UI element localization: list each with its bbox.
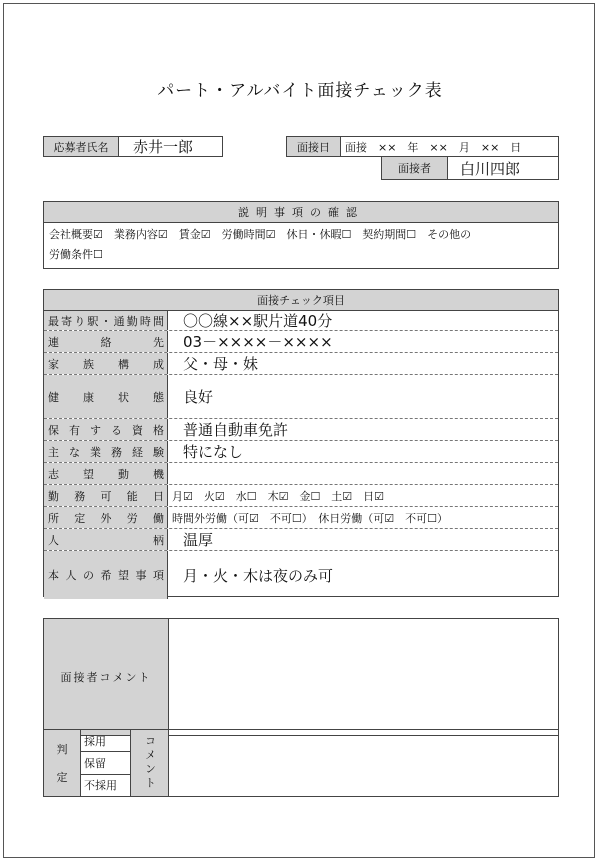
row-value: 温厚 (183, 531, 214, 549)
table-row (44, 353, 558, 375)
interview-date-label: 面接日 (287, 137, 341, 156)
table-row (44, 331, 558, 353)
row-label: 連 絡 先 (44, 331, 168, 352)
row-label: 所 定 外 労 働 (44, 507, 168, 528)
applicant-name-value: 赤井一郎 (133, 138, 194, 156)
row-label: 人 柄 (44, 529, 168, 550)
judgment-options (81, 730, 131, 796)
row-value: 〇〇線××駅片道40分 (183, 312, 333, 330)
row-label: 主 な 業 務 経 験 (44, 441, 168, 462)
row-label: 家 族 構 成 (44, 353, 168, 374)
table-row (44, 419, 558, 441)
interviewer-value: 白川四郎 (460, 159, 521, 178)
interview-date-value: 面接 ×× 年 ×× 月 ×× 日 (345, 140, 522, 154)
judgment-comment-label: コメント (131, 730, 169, 796)
table-row (44, 463, 558, 485)
applicant-name-label: 応募者氏名 (44, 137, 119, 156)
judgment-option-reject: 不採用 (84, 779, 117, 793)
check-items-table (43, 289, 559, 597)
table-row (44, 507, 558, 529)
row-value: 特になし (183, 443, 244, 461)
interview-date-field (286, 136, 559, 157)
judgment-option-hold: 保留 (81, 752, 130, 774)
interviewer-comment-section (43, 618, 559, 736)
row-label: 保 有 す る 資 格 (44, 419, 168, 440)
document-title: パート・アルバイト面接チェック表 (157, 81, 443, 101)
row-label: 健 康 状 態 (44, 375, 168, 418)
table-row (44, 485, 558, 507)
row-value: 良好 (183, 388, 214, 406)
judgment-label: 判 定 (44, 730, 81, 796)
table-row (44, 311, 558, 331)
row-value: 月・火・木は夜のみ可 (183, 566, 334, 585)
row-label: 最 寄 り 駅 ・ 通 勤 時 間 (44, 311, 168, 330)
interviewer-comment-label: 面接者コメント (44, 619, 169, 735)
row-value: 時間外労働（可☑ 不可☐） 休日労働（可☑ 不可☐） (172, 511, 448, 525)
table-row (44, 551, 558, 599)
table-row (44, 441, 558, 463)
check-items-heading: 面接チェック項目 (44, 290, 558, 311)
row-value: 父・母・妹 (183, 355, 259, 373)
row-label: 本 人 の 希 望 事 項 (44, 551, 168, 599)
interviewer-label: 面接者 (382, 157, 448, 179)
row-label: 勤 務 可 能 日 (44, 485, 168, 506)
interviewer-field (381, 156, 559, 180)
applicant-name-field (43, 136, 223, 157)
explanation-items-line-2: 労働条件☐ (49, 248, 103, 261)
explanation-heading: 説明事項の確認 (44, 202, 558, 223)
table-row (44, 375, 558, 419)
row-value (168, 463, 558, 484)
row-value: 普通自動車免許 (183, 421, 289, 439)
judgment-option-hire: 採用 (81, 730, 130, 752)
row-value: 03－××××－×××× (183, 333, 333, 351)
table-row (44, 529, 558, 551)
judgment-comment-area (169, 730, 558, 796)
row-value: 月☑ 火☑ 水☐ 木☑ 金☐ 土☑ 日☑ (172, 489, 385, 503)
explanation-items-line-1: 会社概要☑ 業務内容☑ 賃金☑ 労働時間☑ 休日・休暇☐ 契約期間☐ その他の (49, 228, 472, 241)
explanation-section (43, 201, 559, 269)
judgment-section (43, 729, 559, 797)
row-label: 志 望 動 機 (44, 463, 168, 484)
